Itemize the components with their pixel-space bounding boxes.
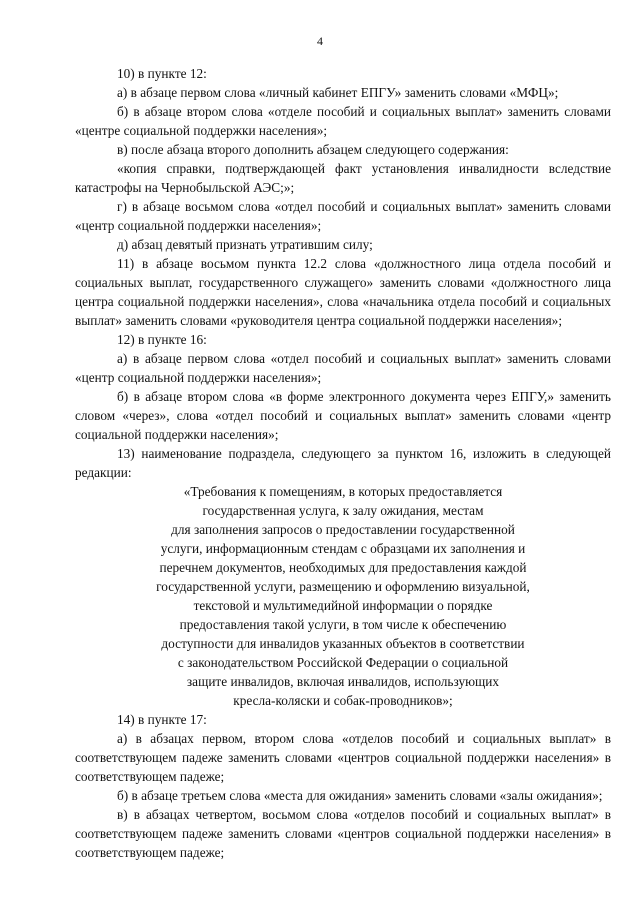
paragraph: б) в абзаце втором слова «в форме электронного документа через ЕПГУ,» заменить словом «через», слова «отдел пособий и социальных выплат» заменить словами «центр социальной поддержки населения»; [75, 389, 611, 442]
centered-line: предоставления такой услуги, в том числе к обеспечению [179, 617, 507, 632]
centered-line: защите инвалидов, включая инвалидов, использующих [186, 674, 500, 689]
paragraph: а) в абзаце первом слова «отдел пособий и социальных выплат» заменить словами «центр социальной поддержки населения»; [75, 351, 611, 385]
centered-line: кресла-коляски и собак-проводников»; [233, 693, 453, 708]
section-title-block [75, 482, 611, 710]
paragraph: 13) наименование подраздела, следующего за пунктом 16, изложить в следующей редакции: [75, 446, 611, 480]
paragraph: д) абзац девятый признать утратившим силу; [117, 237, 373, 252]
centered-line: «Требования к помещениям, в которых предоставляется [183, 484, 503, 499]
paragraph: 10) в пункте 12: [117, 66, 207, 81]
centered-line: с законодательством Российской Федерации о социальной [177, 655, 509, 670]
paragraph: б) в абзаце третьем слова «места для ожидания» заменить словами «залы ожидания»; [117, 788, 603, 803]
paragraph: б) в абзаце втором слова «отделе пособий и социальных выплат» заменить словами «центре социальной поддержки населения»; [75, 104, 611, 138]
centered-line: государственная услуга, к залу ожидания, местам [202, 503, 484, 518]
paragraph: а) в абзацах первом, втором слова «отделов пособий и социальных выплат» в соответствующем падеже заменить словами «центров социальной поддержки населения» в соответствующем падеже; [75, 731, 611, 784]
paragraph: г) в абзаце восьмом слова «отдел пособий и социальных выплат» заменить словами «центр социальной поддержки населения»; [75, 199, 611, 233]
centered-line: доступности для инвалидов указанных объектов в соответствии [161, 636, 525, 651]
paragraph: 14) в пункте 17: [117, 712, 207, 727]
centered-line: текстовой и мультимедийной информации о порядке [193, 598, 493, 613]
centered-line: государственной услуги, размещению и оформлению визуальной, [156, 579, 530, 594]
paragraph: в) после абзаца второго дополнить абзацем следующего содержания: [117, 142, 509, 157]
paragraph: в) в абзацах четвертом, восьмом слова «отделов пособий и социальных выплат» в соответствующем падеже заменить словами «центров социальной поддержки населения» в соответствующем падеже; [75, 807, 611, 860]
paragraph: а) в абзаце первом слова «личный кабинет ЕПГУ» заменить словами «МФЦ»; [117, 85, 559, 100]
paragraph: «копия справки, подтверждающей факт установления инвалидности вследствие катастрофы на Чернобыльской АЭС;»; [75, 161, 611, 195]
centered-line: перечнем документов, необходимых для предоставления каждой [159, 560, 527, 575]
page-number: 4 [317, 34, 323, 48]
centered-line: для заполнения запросов о предоставлении государственной [171, 522, 515, 537]
paragraph: 11) в абзаце восьмом пункта 12.2 слова «должностного лица отдела пособий и социальных выплат, государственного служащего» заменить словами «должностного лица центра социальной поддержки населения», слова «начальника отдела пособий и социальных выплат» заменить словами «руководителя центра социальной поддержки населения»; [75, 256, 611, 328]
centered-line: услуги, информационным стендам с образцами их заполнения и [160, 541, 526, 556]
paragraph: 12) в пункте 16: [117, 332, 207, 347]
document-body [75, 64, 611, 862]
